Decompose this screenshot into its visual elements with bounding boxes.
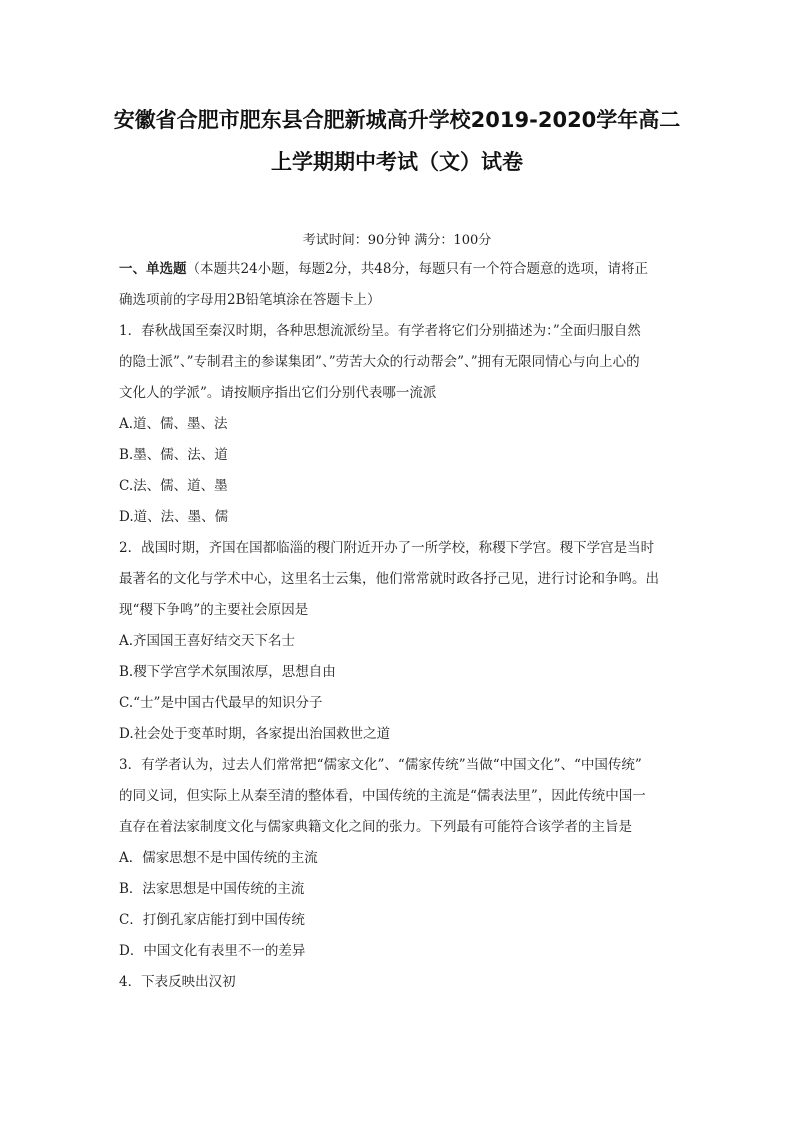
question-1-option-b: B.墨、儒、法、道 bbox=[119, 447, 228, 463]
question-3-option-b: B．法家思想是中国传统的主流 bbox=[119, 881, 305, 897]
question-2-line-1: 2．战国时期，齐国在国都临淄的稷门附近开办了一所学校，称稷下学宫。稷下学宫是当时 bbox=[119, 540, 655, 556]
question-1-option-c: C.法、儒、道、墨 bbox=[119, 478, 228, 494]
question-3-option-a: A．儒家思想不是中国传统的主流 bbox=[119, 850, 318, 866]
question-2-option-b: B.稷下学宫学术氛围浓厚，思想自由 bbox=[119, 664, 336, 680]
question-2-option-d: D.社会处于变革时期，各家提出治国救世之道 bbox=[119, 726, 391, 742]
question-3-line-1: 3．有学者认为，过去人们常常把“儒家文化”、“儒家传统”当做“中国文化”、“中国传统” bbox=[119, 757, 642, 773]
section-header bbox=[119, 260, 648, 278]
question-1-option-d: D.道、法、墨、儒 bbox=[119, 509, 229, 525]
question-3-line-3: 直存在着法家制度文化与儒家典籍文化之间的张力。下列最有可能符合该学者的主旨是 bbox=[119, 819, 632, 835]
question-2-option-c: C.“士”是中国古代最早的知识分子 bbox=[119, 695, 323, 711]
section-heading: 一、单选题 bbox=[119, 261, 187, 277]
question-1-line-1: 1．春秋战国至秦汉时期，各种思想流派纷呈。有学者将它们分别描述为：”全面归服自然 bbox=[119, 323, 641, 339]
question-1-option-a: A.道、儒、墨、法 bbox=[119, 416, 228, 432]
question-2-line-3: 现“稷下争鸣”的主要社会原因是 bbox=[119, 602, 309, 618]
section-instruction-1: （本题共24小题，每题2分，共48分，每题只有一个符合题意的选项，请将正 bbox=[186, 261, 648, 277]
section-instruction-2: 确选项前的字母用2B铅笔填涂在答题卡上） bbox=[119, 292, 381, 308]
question-1-line-3: 文化人的学派”。请按顺序指出它们分别代表哪一流派 bbox=[119, 385, 437, 401]
question-2-option-a: A.齐国国王喜好结交天下名士 bbox=[119, 633, 296, 649]
question-1-line-2: 的隐士派”、”专制君主的参谋集团”、”劳苦大众的行动帮会”、”拥有无限同情心与向上心的 bbox=[119, 354, 640, 370]
exam-title-line-2: 上学期期中考试（文）试卷 bbox=[271, 150, 523, 174]
question-3-line-2: 的同义词，但实际上从秦至清的整体看，中国传统的主流是“儒表法里”，因此传统中国一 bbox=[119, 788, 646, 804]
question-4-line-1: 4．下表反映出汉初 bbox=[119, 974, 236, 990]
question-3-option-c: C．打倒孔家店能打到中国传统 bbox=[119, 912, 305, 928]
question-3-option-d: D．中国文化有表里不一的差异 bbox=[119, 943, 306, 959]
exam-title-line-1: 安徽省合肥市肥东县合肥新城高升学校2019-2020学年高二 bbox=[113, 108, 681, 132]
question-2-line-2: 最著名的文化与学术中心，这里名士云集，他们常常就时政各抒己见，进行讨论和争鸣。出 bbox=[119, 571, 659, 587]
exam-info: 考试时间：90分钟 满分：100分 bbox=[302, 233, 492, 248]
